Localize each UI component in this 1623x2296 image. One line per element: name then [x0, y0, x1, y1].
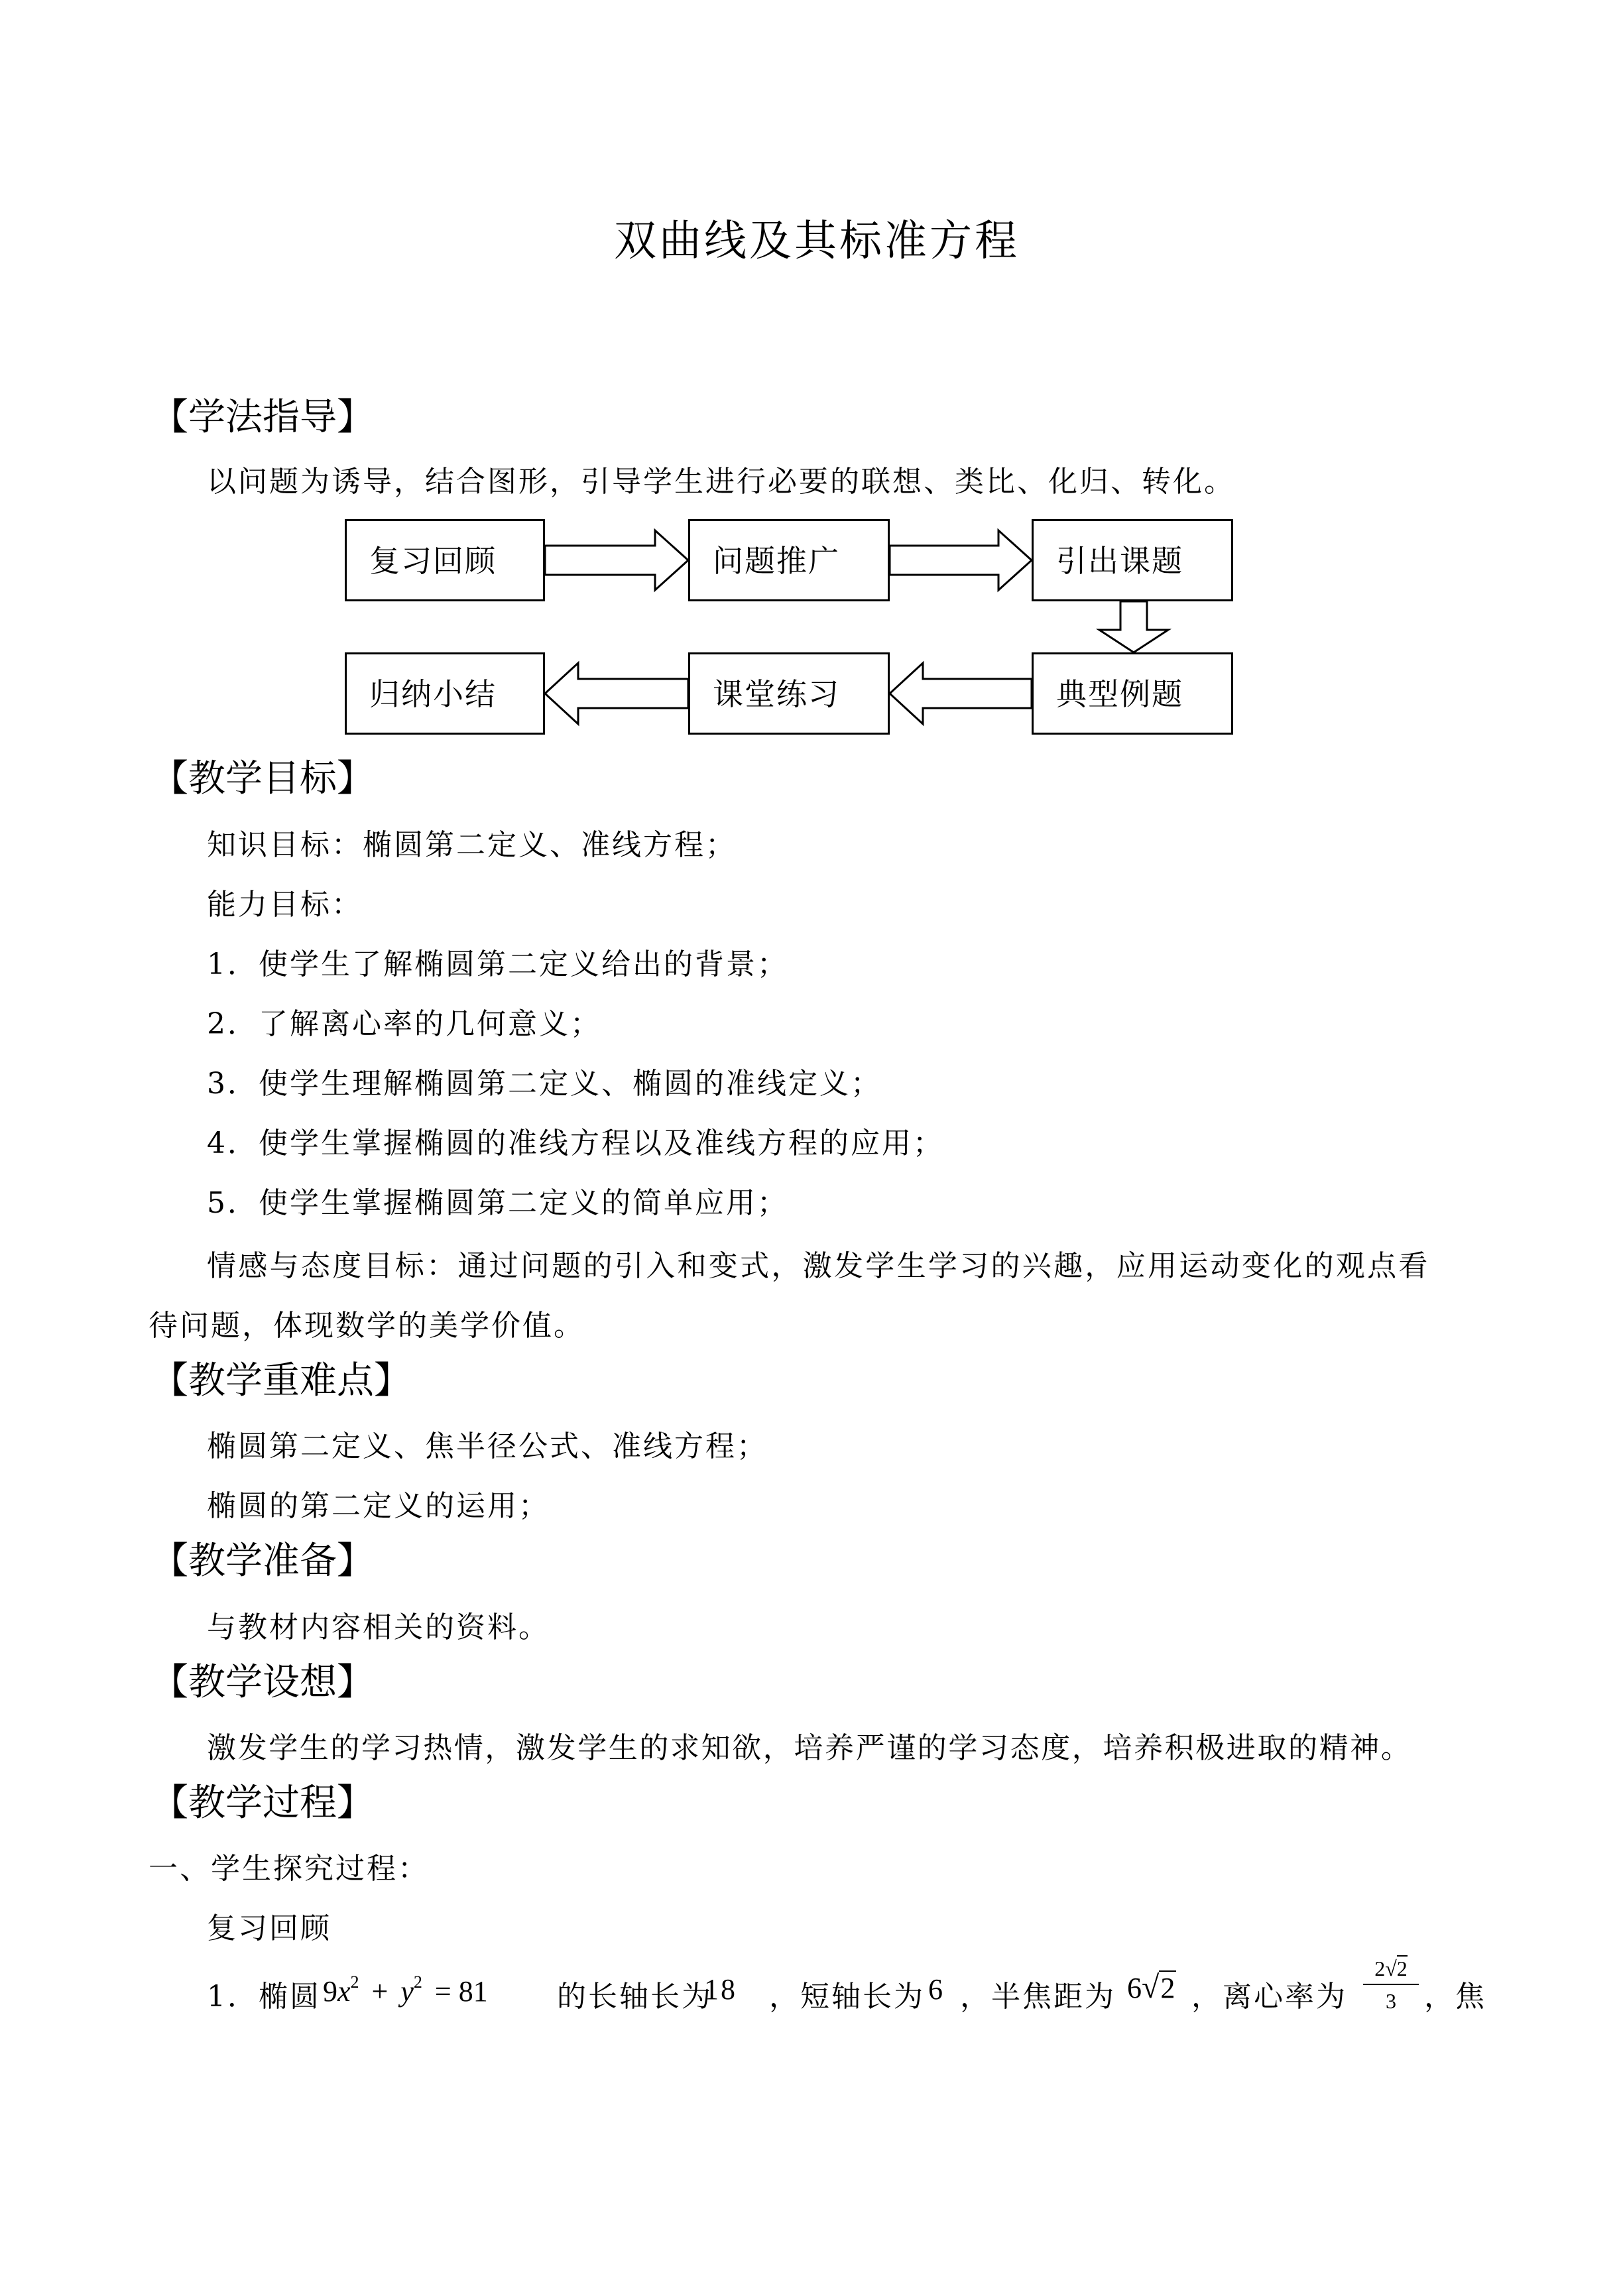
page-title: 双曲线及其标准方程 — [614, 217, 1020, 266]
flow-box-practice-label: 课堂练习 — [713, 676, 840, 712]
q1-eccentricity: ，离心率为 — [1191, 1980, 1347, 2014]
eq-equals: = 81 — [434, 1975, 488, 2008]
section-heading-study-method: 【学法指导】 — [151, 396, 374, 439]
ecc-denominator: 3 — [1386, 1989, 1396, 2013]
fraction-numerator — [1363, 1956, 1419, 1985]
ecc-num-radicand: 2 — [1396, 1957, 1408, 1980]
preparation-text: 与教材内容相关的资料。 — [207, 1610, 550, 1644]
study-method-text: 以问题为诱导，结合图形，引导学生进行必要的联想、类比、化归、转化。 — [207, 465, 1235, 499]
arrow-right-2 — [890, 530, 1032, 590]
eq-plus: + — [371, 1975, 389, 2008]
section-heading-process: 【教学过程】 — [151, 1782, 374, 1825]
q1-short-value: 6 — [928, 1973, 945, 2006]
design-text: 激发学生的学习热情，激发学生的求知欲，培养严谨的学习态度，培养积极进取的精神。 — [207, 1731, 1412, 1765]
ability-goal-label: 能力目标： — [207, 888, 363, 922]
semi-focal-value — [1127, 1969, 1176, 2006]
ability-goal-item: 5．使学生掌握椭圆第二定义的简单应用； — [207, 1186, 788, 1220]
arrow-right-1 — [545, 530, 688, 590]
eq-y: y — [400, 1975, 414, 2008]
section-heading-teaching-goals: 【教学目标】 — [151, 757, 374, 800]
flow-box-summary-label: 归纳小结 — [369, 676, 497, 712]
q1-prefix: 1．椭圆 — [207, 1980, 321, 2014]
arrow-left-2 — [545, 663, 688, 724]
arrow-left-1 — [890, 663, 1032, 724]
section-heading-key-points: 【教学重难点】 — [151, 1359, 411, 1402]
q1-long-axis: 的长轴长为 — [557, 1980, 713, 2014]
flow-box-examples-label: 典型例题 — [1056, 676, 1183, 712]
review-label: 复习回顾 — [207, 1911, 331, 1945]
eq-x: x — [337, 1975, 351, 2008]
section-heading-preparation: 【教学准备】 — [151, 1540, 374, 1583]
sqrt-icon: √ — [1142, 1970, 1160, 2005]
emotion-goal-line2: 待问题，体现数学的美学价值。 — [149, 1309, 585, 1343]
equation-ellipse — [323, 1972, 488, 2008]
key-point-line1: 椭圆第二定义、焦半径公式、准线方程； — [207, 1429, 768, 1463]
eq-exp-y: 2 — [413, 1972, 422, 1992]
arrow-down — [1099, 601, 1168, 652]
section-heading-design: 【教学设想】 — [151, 1661, 374, 1704]
process-step-1: 一、学生探究过程： — [149, 1852, 429, 1886]
q1-tail: ，焦 — [1424, 1980, 1486, 2014]
flow-box-review-label: 复习回顾 — [369, 543, 497, 579]
q1-semi-focal: ，半焦距为 — [960, 1980, 1116, 2014]
eq-exp-x: 2 — [350, 1972, 359, 1992]
ability-goal-item: 3．使学生理解椭圆第二定义、椭圆的准线定义； — [207, 1067, 882, 1101]
sqrt-icon: √ — [1385, 1957, 1397, 1980]
semi-focal-radicand: 2 — [1160, 1972, 1175, 2004]
knowledge-goal: 知识目标：椭圆第二定义、准线方程； — [207, 828, 737, 862]
flow-box-topic-label: 引出课题 — [1056, 543, 1183, 579]
eq-coef-9: 9 — [323, 1975, 337, 2008]
flowchart-arrows — [0, 0, 1623, 796]
semi-focal-coef: 6 — [1127, 1972, 1142, 2004]
emotion-goal-line1: 情感与态度目标：通过问题的引入和变式，激发学生学习的兴趣，应用运动变化的观点看 — [207, 1249, 1430, 1283]
ability-goal-item: 2．了解离心率的几何意义； — [207, 1007, 601, 1041]
q1-long-value: 18 — [704, 1973, 737, 2006]
key-point-line2: 椭圆的第二定义的运用； — [207, 1489, 550, 1523]
ability-goal-item: 4．使学生掌握椭圆的准线方程以及准线方程的应用； — [207, 1126, 944, 1160]
flow-box-generalize-label: 问题推广 — [713, 543, 840, 579]
ability-goal-item: 1．使学生了解椭圆第二定义给出的背景； — [207, 947, 788, 981]
ecc-num-coef: 2 — [1374, 1957, 1386, 1980]
q1-short-axis: ，短轴长为 — [769, 1980, 925, 2014]
eccentricity-fraction — [1363, 1956, 1419, 2014]
